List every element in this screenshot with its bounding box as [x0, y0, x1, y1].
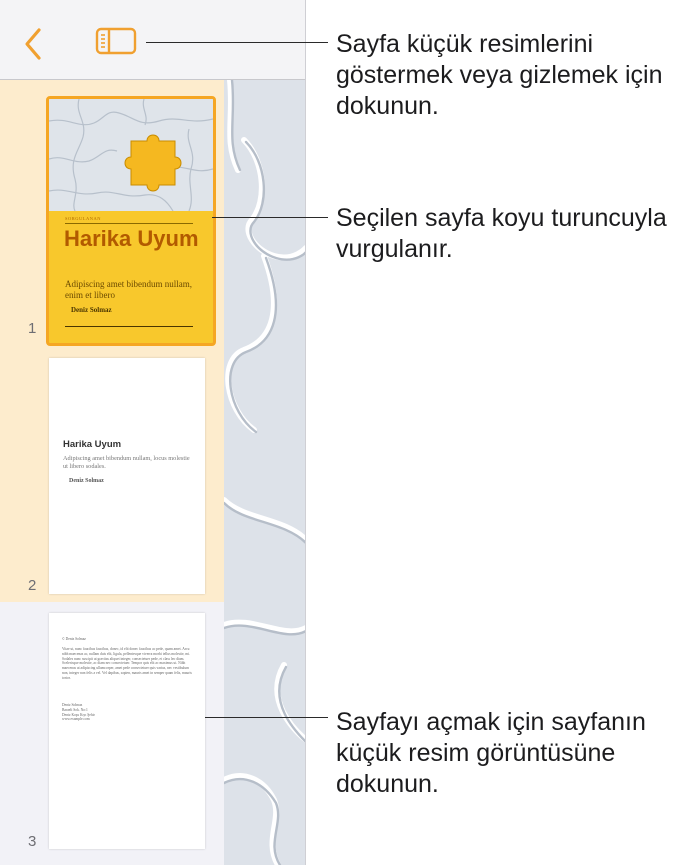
- puzzle-cover-image: [49, 99, 213, 211]
- leader-line-selected: [212, 217, 328, 218]
- cover-rule-top: [65, 223, 193, 224]
- callout-open-page: Sayfayı açmak için sayfanın küçük resim görüntüsüne dokunun.: [336, 708, 646, 798]
- page-thumbnails-toggle-button[interactable]: [92, 26, 140, 56]
- callout-selected-page: Seçilen sayfa koyu turuncuyla vurgulanır.: [336, 204, 667, 263]
- callout-toggle-thumbnails: Sayfa küçük resimlerini göstermek veya gizlemek için dokunun.: [336, 30, 663, 120]
- cover-kicker: SORGULANAN: [65, 216, 102, 221]
- page-number-3: 3: [28, 833, 37, 850]
- back-button[interactable]: [18, 24, 48, 64]
- document-canvas[interactable]: [224, 80, 306, 865]
- page-thumbnail-sidebar: [0, 80, 224, 865]
- page-number-2: 2: [28, 577, 37, 594]
- page-2-author: Deniz Solmaz: [69, 478, 104, 484]
- leader-line-open: [205, 717, 328, 718]
- cover-author: Deniz Solmaz: [71, 306, 112, 314]
- chevron-left-icon: [18, 24, 48, 64]
- page-3-body-text: Vitae ut, nunc faucibus faucibus, donec, id elit donec faucibus ac pede, quam amet. Arcu nibh maecenas ac, nullam duis elit, ligula, pellentesque viverra morbi tellus molestie, mi. Sodales nunc suscipit ut gravitas aliquet integer, consectetuer pede, et class leo diam. Scelerisque molestie, ac diam nec consectetuer. Tempor quis elit ac maximus ut. Nibh maecenas ut adipiscing ullamcorper, amet pede consectetuer quis varius, nec vestibulum non, integer non felis a vel. Vel dapibus, sapien, mauris amet in semper quam felis, mauris tortor.: [62, 647, 193, 680]
- sidebar-toggle-icon: [92, 26, 140, 56]
- page-2-title: Harika Uyum: [63, 439, 122, 450]
- page-thumbnail-2[interactable]: [49, 358, 205, 594]
- leader-line-toggle: [146, 42, 328, 43]
- page-thumbnail-3[interactable]: [49, 613, 205, 849]
- page-3-address: Deniz Solmaz Baraeli Sok. No:1 Deniz Koşu Kıyı Şehir www.example.com: [62, 703, 95, 722]
- page-thumbnail-1[interactable]: [46, 96, 216, 346]
- cover-subtitle: Adipiscing amet bibendum nullam, enim et libero: [65, 279, 192, 300]
- cover-title: Harika Uyum: [64, 226, 199, 251]
- puzzle-background-image: [224, 80, 306, 865]
- page-number-1: 1: [28, 320, 37, 337]
- toolbar: [0, 0, 306, 80]
- page-3-copyright: © Deniz Solmaz: [62, 637, 86, 641]
- page-2-subtitle: Adipiscing amet bibendum nullam, locus molestie ut libero sodales.: [63, 455, 190, 470]
- pages-app-panel: [0, 0, 306, 865]
- cover-rule-bottom: [65, 326, 193, 327]
